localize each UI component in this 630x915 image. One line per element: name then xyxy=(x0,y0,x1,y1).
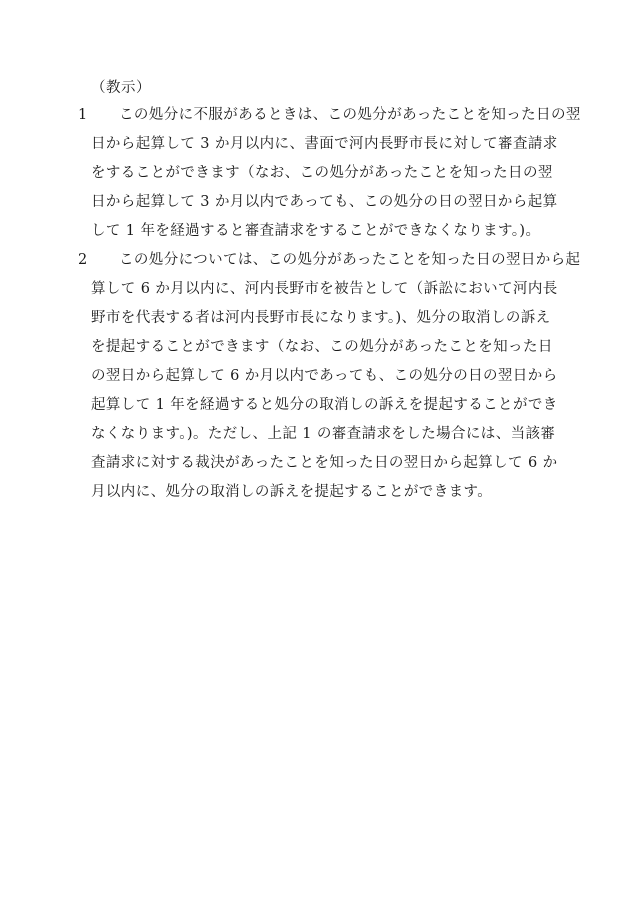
item-2-line-1: この処分については、この処分があったことを知った日の翌日から起 xyxy=(119,252,581,268)
item-2-line-9: 月以内に、処分の取消しの訴えを提起することができます。 xyxy=(91,484,493,500)
item-1-line-1: この処分に不服があるときは、この処分があったことを知った日の翌 xyxy=(119,107,581,123)
item-2-line-3: 野市を代表する者は河内長野市長になります。)、処分の取消しの訴え xyxy=(91,310,551,326)
item-2-line-6: 起算して 1 年を経過すると処分の取消しの訴えを提起することができ xyxy=(91,397,558,413)
item-1-line-3: をすることができます（なお、この処分があったことを知った日の翌 xyxy=(91,165,553,181)
item-1-line-4: 日から起算して 3 か月以内であっても、この処分の日の翌日から起算 xyxy=(91,194,558,210)
item-1-number: 1 xyxy=(78,107,88,123)
item-2-line-7: なくなります。)。ただし、上記 1 の審査請求をした場合には、当該審 xyxy=(91,426,556,442)
item-2-line-2: 算して 6 か月以内に、河内長野市を被告として（訴訟において河内長 xyxy=(91,281,558,297)
document-heading: （教示） xyxy=(91,80,151,96)
item-2-number: 2 xyxy=(78,252,88,268)
item-2-line-8: 査請求に対する裁決があったことを知った日の翌日から起算して 6 か xyxy=(91,455,558,471)
item-1-line-2: 日から起算して 3 か月以内に、書面で河内長野市長に対して審査請求 xyxy=(91,136,558,152)
item-1-line-5: して 1 年を経過すると審査請求をすることができなくなります。)。 xyxy=(91,223,541,239)
item-2-line-5: の翌日から起算して 6 か月以内であっても、この処分の日の翌日から xyxy=(91,368,558,384)
item-2-line-4: を提起することができます（なお、この処分があったことを知った日 xyxy=(91,339,553,355)
